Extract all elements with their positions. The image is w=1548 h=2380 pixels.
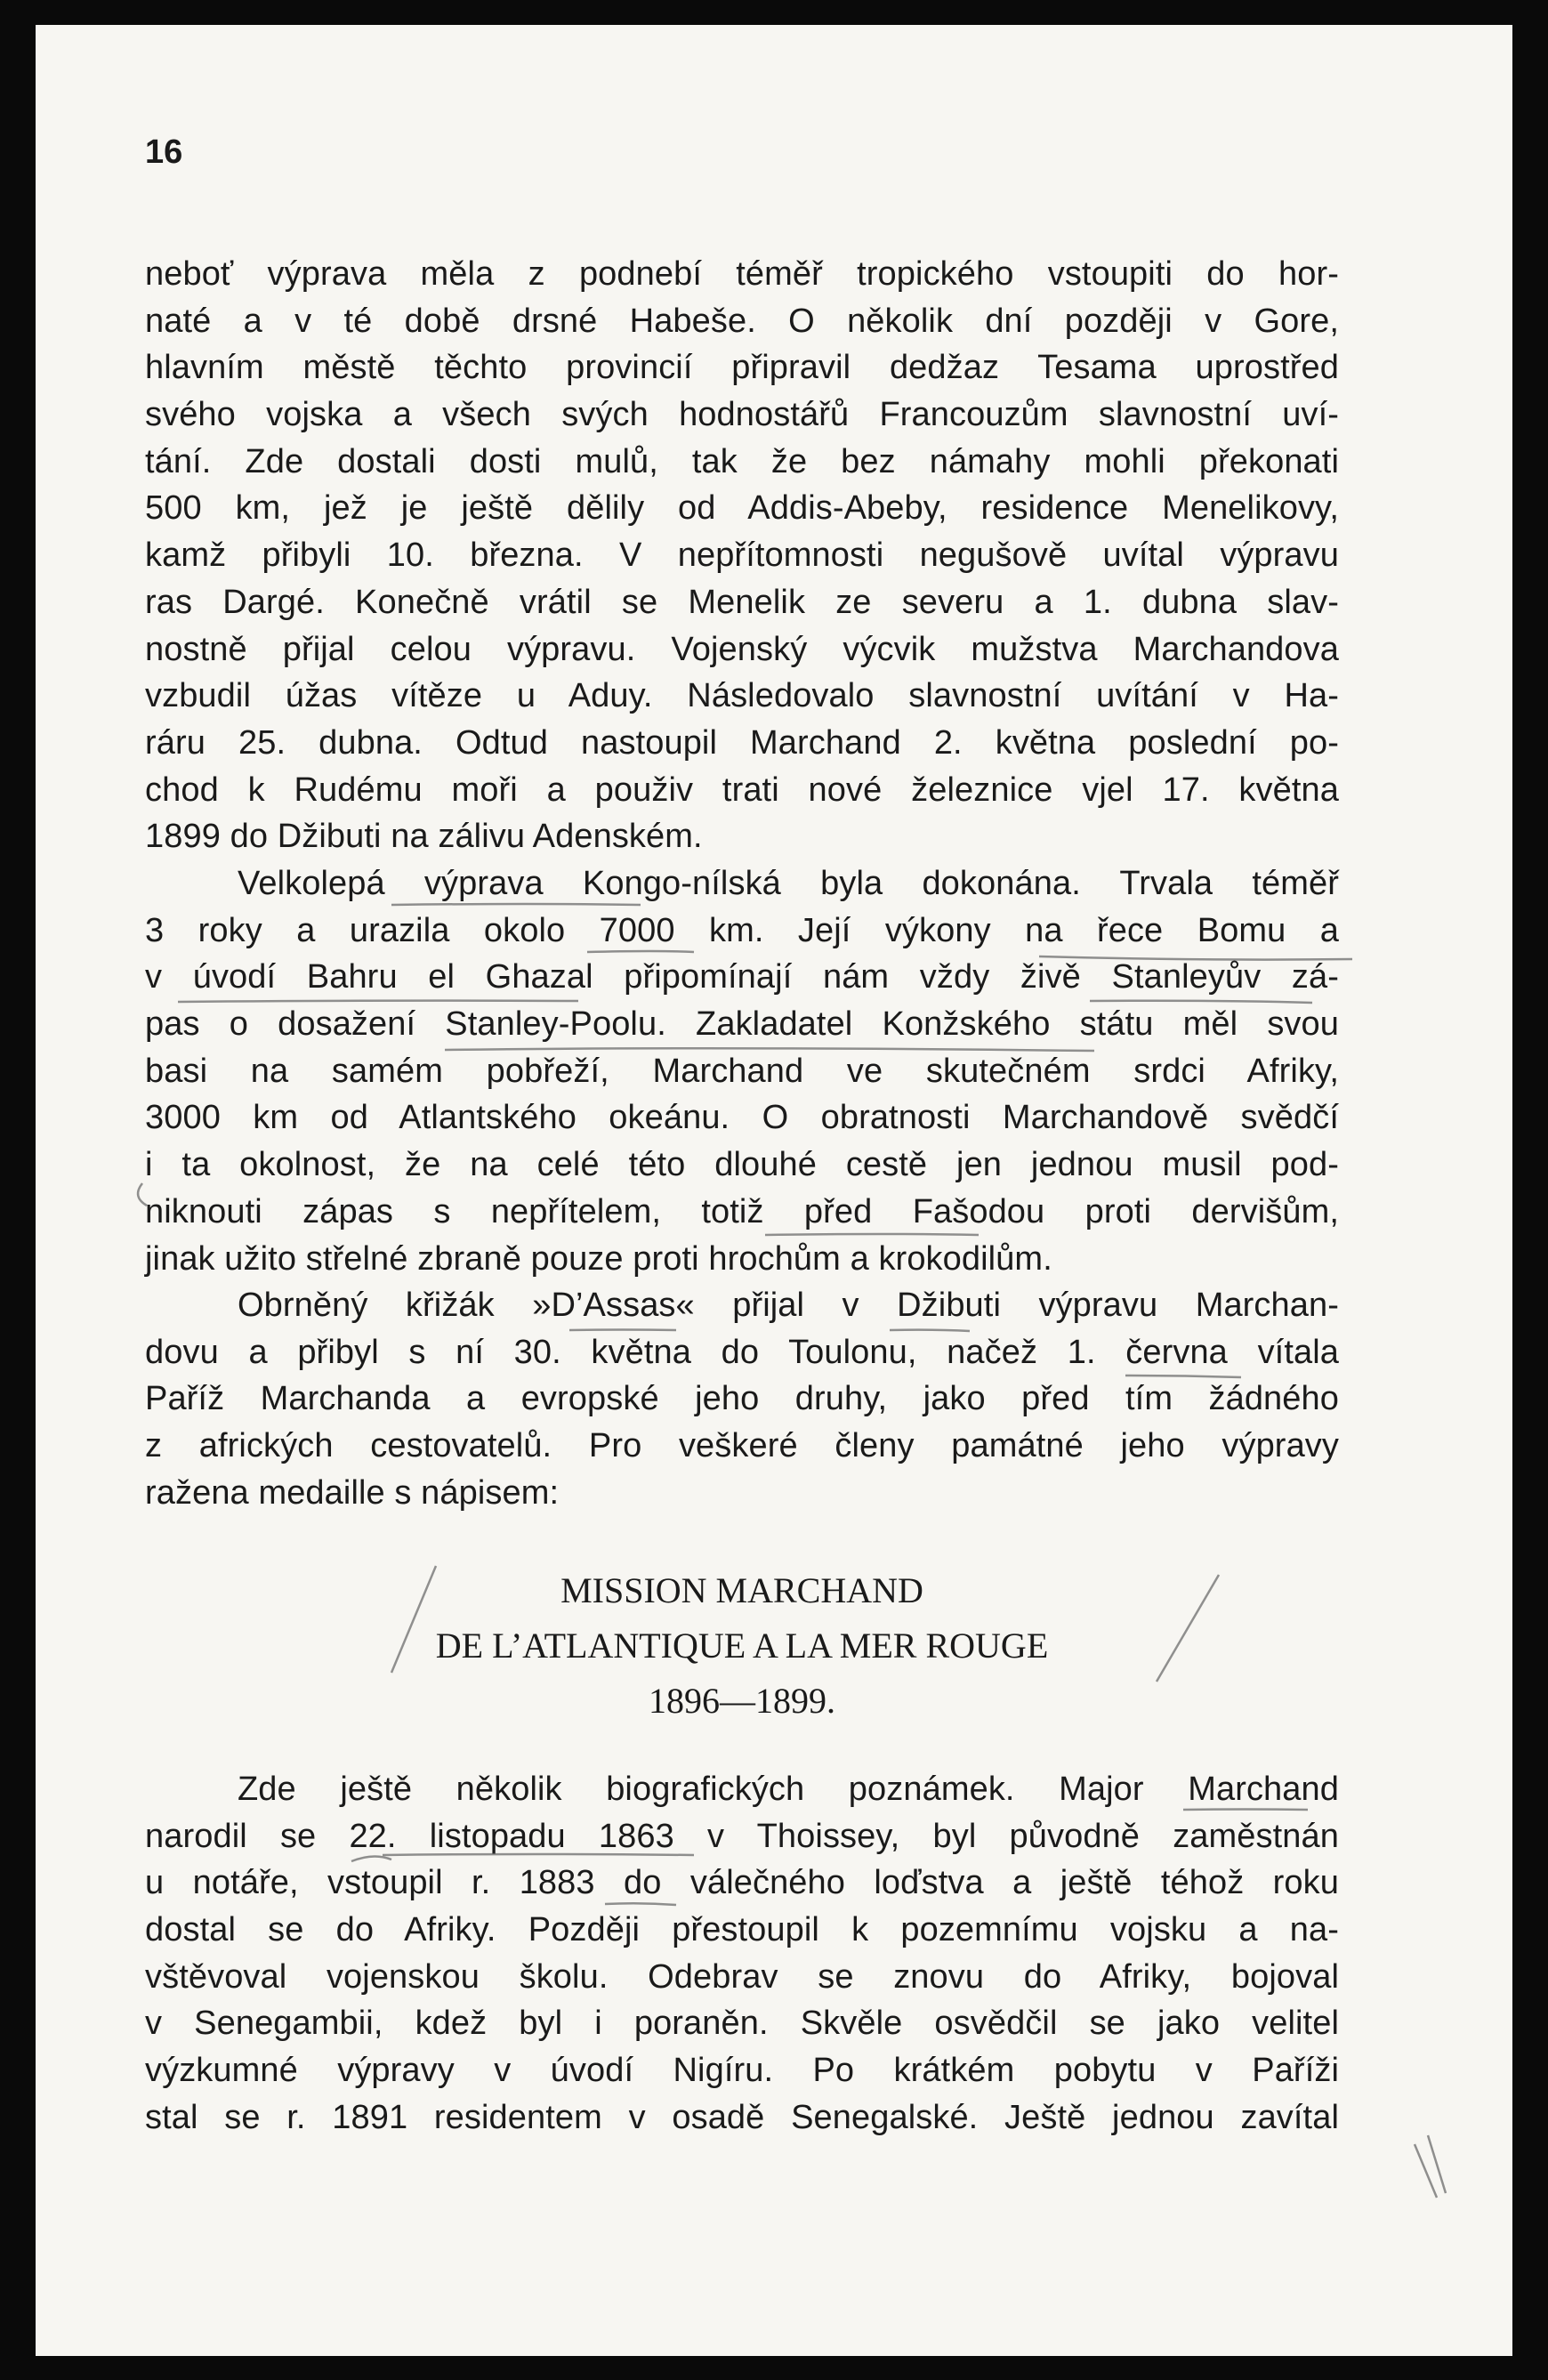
text-line: u notáře, vstoupil r. 1883 do válečného loďstva a ještě téhož roku <box>145 1864 1339 1902</box>
text-line: kamž přibyli 10. března. V nepřítomnosti negušově uvítal výpravu <box>145 537 1339 575</box>
text-line: pas o dosažení Stanley-Poolu. Zakladatel Konžského státu měl svou <box>145 1005 1339 1044</box>
text-line: Velkolepá výprava Kongo-nílská byla dokonána. Trvala téměř <box>238 865 1339 902</box>
text-line: naté a v té době drsné Habeše. O několik dní později v Gore, <box>145 302 1339 340</box>
text-line: ražena medaille s nápisem: <box>145 1473 560 1512</box>
inscription-line: DE L’ATLANTIQUE A LA MER ROUGE <box>435 1626 1049 1666</box>
text-line: 500 km, jež je ještě dělily od Addis-Abeby, residence Menelikovy, <box>145 489 1339 528</box>
text-line: 3000 km od Atlantského okeánu. O obratnosti Marchandově svědčí <box>145 1099 1339 1137</box>
text-line: narodil se 22. listopadu 1863 v Thoissey, byl původně zaměstnán <box>145 1817 1339 1855</box>
text-line: z afrických cestovatelů. Pro veškeré členy památné jeho výpravy <box>145 1427 1339 1465</box>
medal-inscription <box>145 1563 1339 1729</box>
text-line: ras Dargé. Konečně vrátil se Menelik ze severu a 1. dubna slav- <box>145 583 1339 621</box>
text-line: niknouti zápas s nepřítelem, totiž před Fašodou proti dervišům, <box>145 1192 1339 1230</box>
text-line: svého vojska a všech svých hodnostářů Francouzům slavnostní uví- <box>145 396 1339 434</box>
text-line: Zde ještě několik biografických poznámek. Major Marchand <box>238 1771 1339 1808</box>
paragraph-3 <box>145 1282 1339 1516</box>
page-number: 16 <box>145 133 183 171</box>
paragraph-4 <box>145 1766 1339 2142</box>
inscription-line: MISSION MARCHAND <box>560 1570 923 1610</box>
text-line: v Senegambii, kdež byl i poraněn. Skvěle osvědčil se jako velitel <box>145 2005 1339 2043</box>
text-line: 1899 do Džibuti na zálivu Adenském. <box>145 818 703 856</box>
text-line: vštěvoval vojenskou školu. Odebrav se znovu do Afriky, bojoval <box>145 1957 1339 1996</box>
text-line: neboť výprava měla z podnebí téměř tropického vstoupiti do hor- <box>145 255 1339 293</box>
text-line: nostně přijal celou výpravu. Vojenský výcvik mužstva Marchandova <box>145 630 1339 668</box>
text-line: jinak užito střelné zbraně pouze proti hrochům a krokodilům. <box>145 1239 1052 1278</box>
text-line: v úvodí Bahru el Ghazal připomínají nám vždy živě Stanleyův zá- <box>145 958 1339 996</box>
text-line: výzkumné výpravy v úvodí Nigíru. Po krátkém pobytu v Paříži <box>145 2052 1339 2090</box>
text-line: tání. Zde dostali dosti mulů, tak že bez námahy mohli překonati <box>145 442 1339 480</box>
text-line: vzbudil úžas vítěze u Aduy. Následovalo slavnostní uvítání v Ha- <box>145 677 1339 715</box>
text-line: ráru 25. dubna. Odtud nastoupil Marchand 2. května poslední po- <box>145 723 1339 762</box>
text-line: 3 roky a urazila okolo 7000 km. Její výkony na řece Bomu a <box>145 911 1339 949</box>
text-line: dovu a přibyl s ní 30. května do Toulonu, načež 1. června vítala <box>145 1333 1339 1371</box>
text-line: i ta okolnost, že na celé této dlouhé cestě jen jednou musil pod- <box>145 1146 1339 1184</box>
paragraph-1 <box>145 251 1339 860</box>
paragraph-2 <box>145 860 1339 1282</box>
text-line: dostal se do Afriky. Později přestoupil k pozemnímu vojsku a na- <box>145 1911 1339 1949</box>
text-line: stal se r. 1891 residentem v osadě Senegalské. Ještě jednou zavítal <box>145 2098 1339 2136</box>
text-line: basi na samém pobřeží, Marchand ve skutečném srdci Afriky, <box>145 1052 1339 1090</box>
text-line: Obrněný křižák »D’Assas« přijal v Džibuti výpravu Marchan- <box>238 1287 1339 1324</box>
inscription-line: 1896—1899. <box>649 1681 835 1721</box>
text-line: chod k Rudému moři a použiv trati nové železnice vjel 17. května <box>145 770 1339 809</box>
text-line: Paříž Marchanda a evropské jeho druhy, jako před tím žádného <box>145 1380 1339 1418</box>
text-line: hlavním městě těchto provincií připravil dedžaz Tesama uprostřed <box>145 349 1339 387</box>
